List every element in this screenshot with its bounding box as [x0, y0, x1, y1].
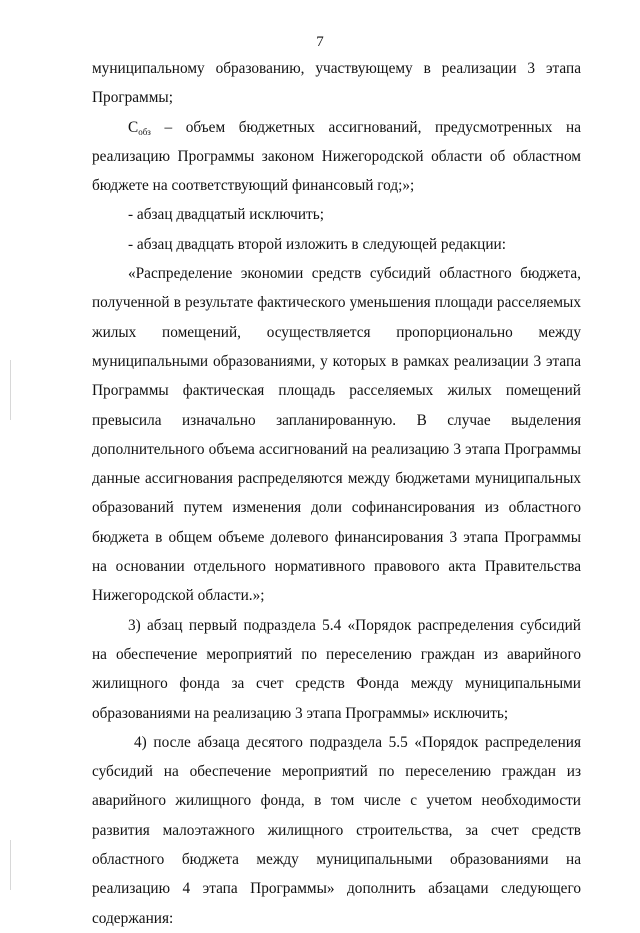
- page-number: 7: [316, 34, 324, 50]
- paragraph: - абзац двадцатый исключить;: [128, 206, 324, 224]
- scan-edge-mark: [10, 840, 11, 890]
- symbol-subscript: обз: [138, 126, 151, 137]
- paragraph: «Распределение экономии средств субсидий областного бюджета, полученной в результате фактического уменьшения площади расселяемых жилых помещений, осуществляется пропорционально между муниципальными образованиями, у которых в рамках реализации 3 этапа Программы фактическая площадь расселяемых жилых помещений превысила изначально запланированную. В случае выделения дополнительного объема ассигнований на реализацию 3 этапа Программы данные ассигнования распределяются между бюджетами муниципальных образований путем изменения доли софинансирования из областного бюджета в общем объеме долевого финансирования 3 этапа Программы на основании отдельного нормативного правового акта Правительства Нижегородской области.»;: [92, 265, 581, 605]
- symbol-letter: С: [128, 118, 139, 136]
- paragraph: 4) после абзаца десятого подраздела 5.5 «Порядок распределения субсидий на обеспечение мероприятий по переселению граждан из аварийного жилищного фонда, в том числе с учетом необходимости развития малоэтажного жилищного строительства, за счет средств областного бюджета между муниципальными образованиями на реализацию 4 этапа Программы» дополнить абзацами следующего содержания:: [92, 733, 581, 927]
- paragraph-definition: [92, 113, 581, 201]
- document-body: [92, 54, 581, 933]
- scan-edge-mark: [10, 360, 11, 420]
- paragraph: - абзац двадцать второй изложить в следующей редакции:: [128, 235, 506, 253]
- definition-text: – объем бюджетных ассигнований, предусмотренных на реализацию Программы законом Нижегородской области об областном бюджете на соответствующий финансовый год;»;: [92, 118, 581, 195]
- paragraph: муниципальному образованию, участвующему в реализации 3 этапа Программы;: [92, 60, 581, 107]
- paragraph: 3) абзац первый подраздела 5.4 «Порядок распределения субсидий на обеспечение мероприятий по переселению граждан из аварийного жилищного фонда за счет средств Фонда между муниципальными образованиями на реализацию 3 этапа Программы» исключить;: [92, 616, 581, 722]
